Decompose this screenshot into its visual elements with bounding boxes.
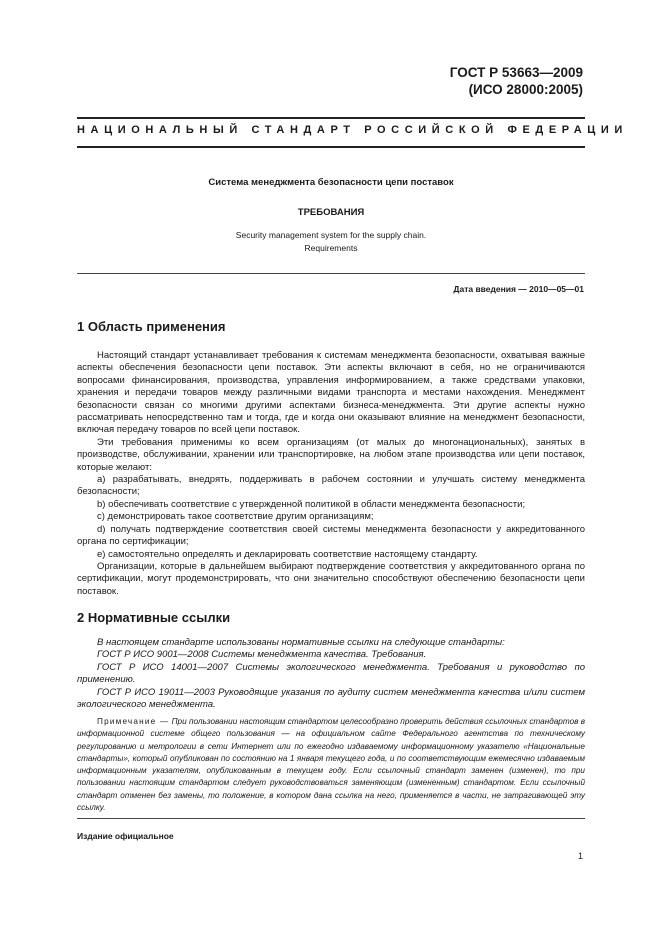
english-title-line: Security management system for the supply chain. xyxy=(235,230,427,240)
paragraph: Организации, которые в дальнейшем выбирают подтверждение соответствия у аккредитованного органа по сертификации, могут продемонстрировать, что они значительно способствуют обеспечению безопасности цепи поставок. xyxy=(77,560,585,597)
section-references-body xyxy=(77,637,585,711)
section-heading-normative-references: 2 Нормативные ссылки xyxy=(77,610,231,625)
section-heading-scope: 1 Область применения xyxy=(77,319,226,334)
paragraph: Настоящий стандарт устанавливает требования к системам менеджмента безопасности, охватывая важные аспекты обеспечения безопасности цепи поставок. Эти аспекты включают в себя, но не ограничиваются вопросами финансирования, производства, управления информированием, а также средствами упаковки, хранения и передачи товаров между различными видами транспорта и местами нахождения. Менеджмент безопасности связан со многими другими аспектами бизнеса-менеджмента. Эти другие аспекты нужно рассматривать непосредственно там и тогда, где и когда они оказывают влияние на менеджмент безопасности, включая передачу товаров по всей цепи поставок. xyxy=(77,350,585,436)
standard-code-gost: ГОСТ Р 53663—2009 xyxy=(449,65,583,80)
standard-code xyxy=(450,64,583,98)
english-title xyxy=(77,229,585,255)
paragraph: Эти требования применимы ко всем организациям (от малых до многонациональных), занятых в производстве, обслуживании, хранении или транспортировке, на любом этапе производства или цепи поставок, которые желают: xyxy=(77,436,585,473)
reference-item: ГОСТ Р ИСО 19011—2003 Руководящие указания по аудиту систем менеджмента качества и/или систем экологического менеджмента. xyxy=(77,686,585,711)
document-subtitle: ТРЕБОВАНИЯ xyxy=(297,207,365,218)
page-number: 1 xyxy=(577,851,583,861)
banner-rule xyxy=(77,146,585,148)
top-rule xyxy=(77,117,585,119)
list-item: b) обеспечивать соответствие с утвержденной политикой в области менеджмента безопасности; xyxy=(97,498,526,510)
section-scope-body xyxy=(77,350,585,598)
standard-code-iso: (ИСО 28000:2005) xyxy=(468,82,583,97)
note xyxy=(77,716,585,814)
list-item: а) разрабатывать, внедрять, поддерживать в рабочем состоянии и улучшать систему менеджмента безопасности; xyxy=(77,474,585,498)
list-item: е) самостоятельно определять и декларировать соответствие настоящему стандарту. xyxy=(97,548,478,560)
introduction-date: Дата введения — 2010—05—01 xyxy=(453,284,584,294)
note-label: Примечание — xyxy=(97,717,170,726)
english-subtitle-line: Requirements xyxy=(304,243,358,253)
national-standard-banner: НАЦИОНАЛЬНЫЙ СТАНДАРТ РОССИЙСКОЙ ФЕДЕРАЦИИ xyxy=(77,124,628,136)
footer-rule xyxy=(77,818,585,819)
note-text: При пользовании настоящим стандартом целесообразно проверить действия ссылочных стандартов в информационной системе общего пользования — на официальном сайте Федерального агентства по техническому регулированию и метрологии в сети Интернет или по ежегодно издаваемому информационному указателю «Национальные стандарты», который опубликован по состоянию на 1 января текущего года, и по соответствующим ежемесячно издаваемым информационным указателям, опубликованным в текущем году. Если ссылочный стандарт заменен (изменен), то при пользовании настоящим стандартом следует руководствоваться заменяющим (измененным) стандартом. Если ссылочный стандарт отменен без замены, то положение, в котором дана ссылка на него, применяется в части, не затрагивающей эту ссылку. xyxy=(77,717,585,813)
edition-label: Издание официальное xyxy=(77,831,174,841)
date-rule xyxy=(77,273,585,274)
list-item: с) демонстрировать такое соответствие другим организациям; xyxy=(97,511,374,523)
list-item: d) получать подтверждение соответствия своей системы менеджмента безопасности у аккредитованного органа по сертификации; xyxy=(77,523,585,548)
document-title: Система менеджмента безопасности цепи поставок xyxy=(208,177,454,188)
reference-item: ГОСТ Р ИСО 14001—2007 Системы экологического менеджмента. Требования и руководство по применению. xyxy=(77,661,585,686)
paragraph: В настоящем стандарте использованы нормативные ссылки на следующие стандарты: xyxy=(97,637,505,648)
reference-item: ГОСТ Р ИСО 9001—2008 Системы менеджмента качества. Требования. xyxy=(97,649,427,661)
